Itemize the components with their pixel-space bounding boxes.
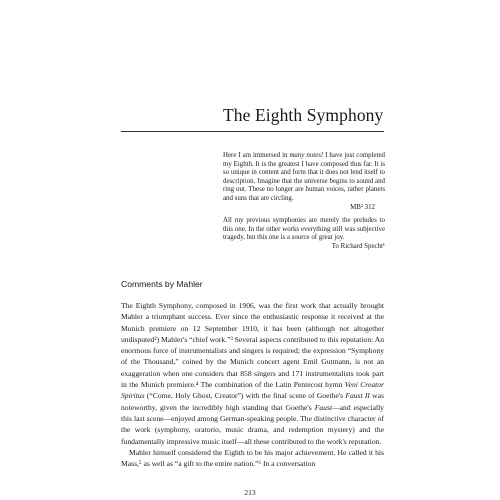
epigraph-1-text-b: I have just completed my Eighth. It is the greatest I have composed thus far. It is so unique in content and form that it does not lend itself to description. Imagine that the universe begins to sound and ring out. These no longer are human voices, rather planets and suns that are circling. [223,152,385,202]
epigraph-2-citation: To Richard Specht¹ [331,242,385,250]
body-paragraph [121,447,384,470]
chapter-title: The Eighth Symphony [223,105,384,125]
title-rule [121,131,384,132]
page-number: 213 [244,488,256,497]
epigraph-1-italic: many notes! [289,152,324,159]
text-run: was noteworthy, given the incredibly high standing that Goethe's [121,391,384,412]
epigraph-2-text: All my previous symphonies are merely the preludes to this one. In the other works everything still was subjective tragedy, but this one is a source of great joy. [223,217,385,242]
epigraph-2 [223,217,385,251]
body-text [121,300,384,469]
text-run: The Eighth Symphony, composed in 1906, was the first work that actually brought Mahler a triumphant success. Ever since the enthusiastic response it received at the Munich premiere on 12 September 1910, it has been (although not altogether undisputed²) Mahler's “chief work.”³ Several aspects contributed to this reputation: An enormous force of instrumentalists and singers is required; the expression “Symphony of the Thousand,” coined by the Munich concert agent Emil Gutmann, is not an exaggeration when one considers that 858 singers and 171 instrumentalists took part in the Munich premiere.⁴ The combination of the Latin Pentecost hymn [121,301,384,390]
text-run: —and especially this last scene—enjoyed among German-speaking people. The distinctive character of the work (symphony, oratorio, music drama, and redemption mystery) and the fundamentally impressive music itself—all these contributed to the work's reputation. [121,402,384,446]
italic-title: Veni Creator Spiritus [121,380,384,401]
text-run: (“Come, Holy Ghost, Creator”) with the final scene of Goethe's [144,391,346,401]
text-run: Mahler himself considered the Eighth to be his major achievement. He called it his Mass,⁵ as well as “a gift to the entire nation.”⁶ In a conversation [121,447,384,469]
body-paragraph [121,300,384,447]
epigraph-1-citation: MB² 312 [350,203,375,211]
italic-title: Faust II [345,391,370,401]
epigraph-1-text-a: Here I am immersed in [223,152,290,159]
section-heading: Comments by Mahler [121,279,203,289]
epigraph-1 [223,152,385,212]
italic-title: Faust [314,402,333,412]
